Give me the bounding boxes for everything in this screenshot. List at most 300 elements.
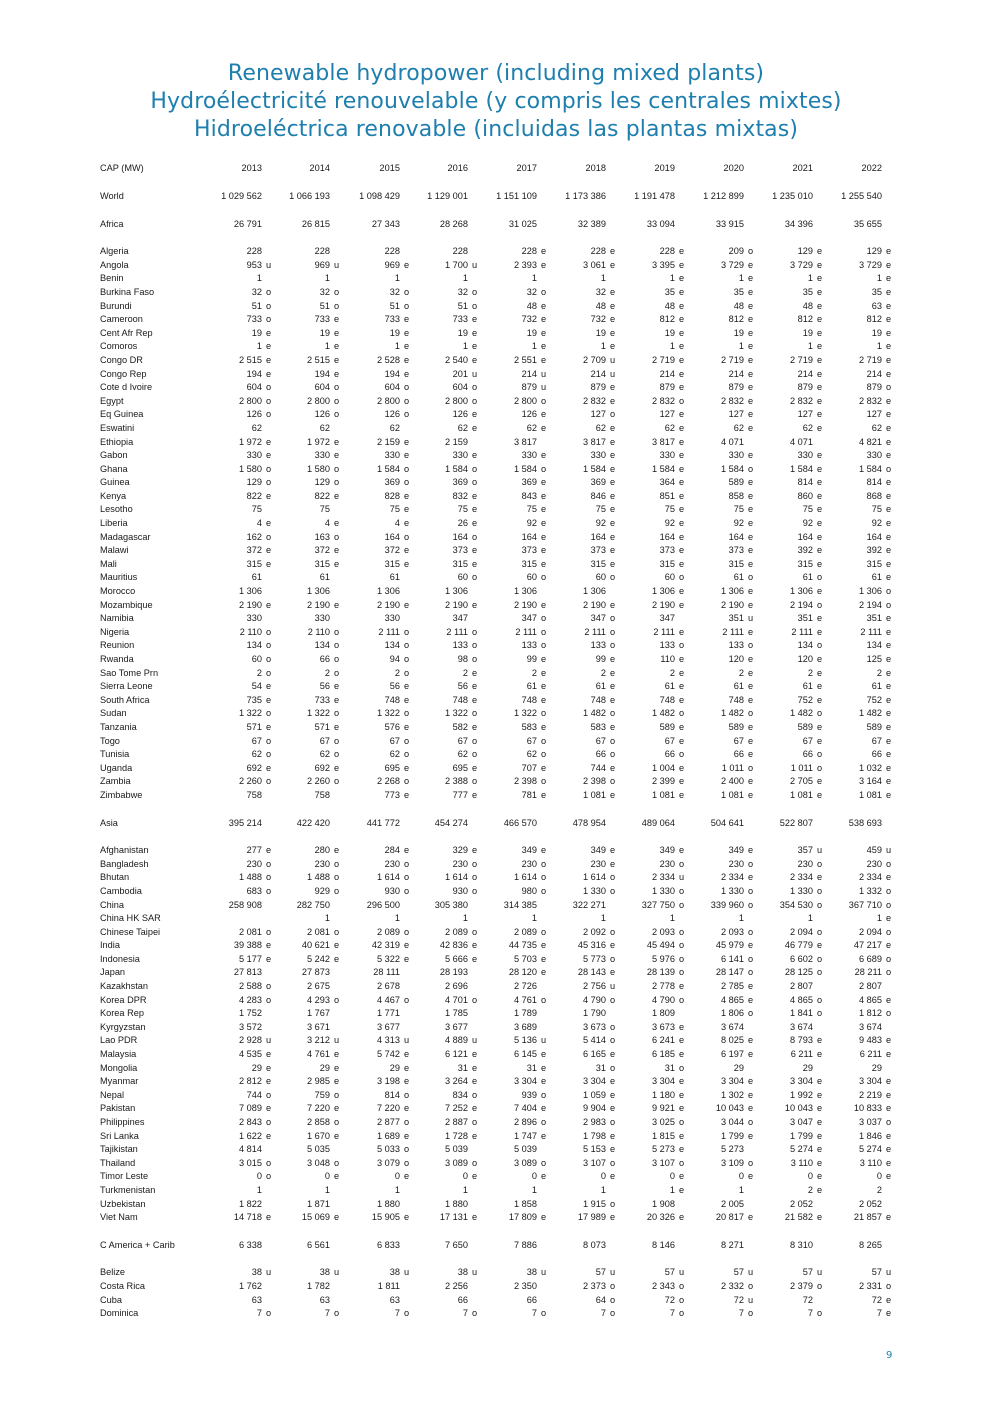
table-row [0,966,992,980]
flag-cell: o [472,531,478,542]
value-cell: 127 [590,409,606,420]
flag-cell: e [266,1130,272,1141]
flag-cell: u [472,368,478,379]
table-row [0,558,992,572]
value-cell: 72 [733,1294,744,1305]
value-cell: 695 [452,762,468,773]
flag-cell: o [817,858,823,869]
flag-cell: e [817,273,823,284]
flag-cell: e [541,940,547,951]
flag-cell: e [817,1076,823,1087]
flag-cell: e [679,327,685,338]
value-cell: 62 [802,422,813,433]
value-cell: 35 [871,286,882,297]
value-cell: 773 [384,789,400,800]
value-cell: 3 264 [445,1076,468,1087]
value-cell: 32 [526,286,537,297]
value-cell: 92 [871,518,882,529]
header-year: 2014 [309,163,330,173]
flag-cell: o [266,1117,272,1127]
flag-cell: e [748,1171,754,1182]
flag-cell: e [404,953,410,964]
value-cell: 2 726 [514,981,537,992]
flag-cell: o [266,640,272,651]
flag-cell: e [817,259,823,270]
row-spacer [0,1252,992,1266]
row-label: Namibia [100,613,134,624]
flag-cell: o [404,708,410,719]
flag-cell: e [266,599,272,610]
value-cell: 347 [521,613,537,624]
flag-cell: u [886,1267,892,1278]
flag-cell: e [404,694,410,705]
value-cell: 1 180 [652,1089,675,1100]
flag-cell: o [610,1035,616,1046]
value-cell: 576 [384,721,400,732]
flag-cell: e [817,477,823,488]
flag-cell: o [266,885,272,896]
value-cell: 8 793 [790,1035,813,1046]
flag-cell: e [679,694,685,705]
value-cell: 2 719 [859,354,882,365]
flag-cell: e [748,1103,754,1114]
flag-cell: e [541,422,547,433]
flag-cell: o [886,926,892,937]
flag-cell: o [334,749,340,760]
value-cell: 4 761 [514,994,537,1005]
value-cell: 2 812 [239,1076,262,1087]
value-cell: 1 [324,341,330,352]
flag-cell: o [610,1062,616,1073]
flag-cell: e [679,1076,685,1087]
flag-cell: e [266,1049,272,1060]
flag-cell: e [541,477,547,488]
value-cell: 62 [251,422,262,433]
flag-cell: e [541,1049,547,1060]
flag-cell: o [610,953,616,964]
value-cell: 1 306 [307,586,330,597]
flag-cell: e [748,1212,754,1223]
flag-cell: e [610,967,616,978]
value-cell: 6 833 [377,1239,400,1250]
value-cell: 2 089 [514,926,537,937]
flag-cell: e [266,721,272,732]
flag-cell: e [472,450,478,461]
value-cell: 4 821 [859,436,882,447]
flag-cell: e [817,341,823,352]
flag-cell: e [748,1076,754,1087]
value-cell: 589 [728,477,744,488]
flag-cell: e [748,749,754,760]
value-cell: 733 [452,314,468,325]
value-cell: 2 719 [721,354,744,365]
value-cell: 2 [876,667,882,678]
value-cell: 2 983 [583,1117,606,1127]
row-label: Nigeria [100,626,130,637]
flag-cell: e [266,545,272,556]
value-cell: 372 [314,545,330,556]
value-cell: 4 313 [377,1035,400,1046]
value-cell: 351 [728,613,744,624]
value-cell: 2 111 [515,626,537,637]
value-cell: 2 832 [583,395,606,406]
flag-cell: e [817,789,823,800]
flag-cell: o [334,463,340,474]
row-label: Timor Leste [100,1171,149,1182]
value-cell: 1 482 [652,708,675,719]
flag-cell: e [541,721,547,732]
flag-cell: e [334,681,340,692]
flag-cell: e [817,300,823,311]
flag-cell: e [817,1089,823,1100]
value-cell: 735 [246,694,262,705]
value-cell: 315 [246,558,262,569]
value-cell: 3 212 [307,1035,330,1046]
flag-cell: e [610,1089,616,1100]
flag-cell: e [886,626,892,637]
flag-cell: o [334,885,340,896]
table-row [0,762,992,776]
flag-cell: e [610,286,616,297]
value-cell: 373 [590,545,606,556]
flag-cell: o [817,749,823,760]
title-french: Hydroélectricité renouvelable (y compris les centrales mixtes) [150,89,842,114]
value-cell: 3 304 [652,1076,675,1087]
value-cell: 61 [802,572,813,583]
flag-cell: e [679,382,685,393]
value-cell: 2 332 [721,1280,744,1291]
flag-cell: e [472,558,478,569]
flag-cell: o [679,395,685,406]
table-row [0,599,992,613]
table-row [0,926,992,940]
flag-cell: e [748,586,754,597]
value-cell: 5 273 [652,1144,675,1155]
flag-cell: e [610,450,616,461]
flag-cell: e [610,300,616,311]
value-cell: 604 [246,382,262,393]
flag-cell: e [266,1062,272,1073]
flag-cell: e [679,1103,685,1114]
flag-cell: o [334,1308,340,1319]
value-cell: 4 814 [239,1144,262,1155]
value-cell: 2 858 [307,1117,330,1127]
value-cell: 1 482 [583,708,606,719]
value-cell: 7 220 [307,1103,330,1114]
flag-cell: e [748,681,754,692]
flag-cell: e [472,953,478,964]
flag-cell: o [541,640,547,651]
flag-cell: e [748,409,754,420]
value-cell: 4 790 [652,994,675,1005]
row-label: Asia [100,817,118,828]
row-label: Madagascar [100,531,151,542]
value-cell: 209 [728,246,744,257]
table-row [0,286,992,300]
flag-cell: u [748,613,754,624]
value-cell: 9 483 [859,1035,882,1046]
flag-cell: e [748,872,754,883]
row-label: Rwanda [100,654,134,664]
flag-cell: e [886,409,892,420]
value-cell: 2 [531,667,537,678]
flag-cell: e [886,314,892,325]
row-label: Sierra Leone [100,681,153,692]
value-cell: 339 960 [710,899,744,910]
flag-cell: e [679,558,685,569]
value-cell: 60 [595,572,606,583]
value-cell: 54 [251,681,262,692]
flag-cell: o [610,613,616,624]
table-row [0,327,992,341]
flag-cell: e [610,940,616,951]
value-cell: 57 [871,1267,882,1278]
value-cell: 454 274 [434,817,468,828]
flag-cell: e [817,1157,823,1168]
value-cell: 1 [462,1184,468,1195]
value-cell: 2 [394,667,400,678]
value-cell: 589 [728,721,744,732]
table-row [0,517,992,531]
value-cell: 1 799 [721,1130,744,1141]
value-cell: 7 404 [514,1103,537,1114]
flag-cell: e [472,1103,478,1114]
value-cell: 879 [728,382,744,393]
row-label: Korea DPR [100,994,147,1005]
flag-cell: o [472,395,478,406]
table-row [0,1211,992,1225]
value-cell: 45 316 [577,940,606,951]
flag-cell: e [748,789,754,800]
value-cell: 2 190 [239,599,262,610]
flag-cell: e [472,940,478,951]
value-cell: 14 718 [233,1212,262,1223]
flag-cell: e [748,545,754,556]
value-cell: 61 [664,681,675,692]
flag-cell: e [541,300,547,311]
flag-cell: e [541,681,547,692]
row-label: Dominica [100,1308,139,1319]
flag-cell: o [266,626,272,637]
value-cell: 1 689 [377,1130,400,1141]
value-cell: 10 833 [853,1103,882,1114]
value-cell: 2 800 [445,395,468,406]
flag-cell: e [334,1049,340,1060]
value-cell: 92 [595,518,606,529]
flag-cell: e [610,599,616,610]
value-cell: 27 343 [371,218,400,229]
value-cell: 1 584 [445,463,468,474]
flag-cell: e [610,1171,616,1182]
title-spanish: Hidroeléctrica renovable (incluidas las plantas mixtas) [193,117,798,142]
flag-cell: e [610,1076,616,1087]
flag-cell: e [886,422,892,433]
flag-cell: o [334,1089,340,1100]
flag-cell: o [266,395,272,406]
row-label: Thailand [100,1157,136,1168]
flag-cell: e [472,762,478,773]
row-label: Nepal [100,1089,125,1100]
flag-cell: e [679,450,685,461]
table-row [0,667,992,681]
flag-cell: o [472,749,478,760]
value-cell: 1 771 [377,1008,400,1019]
flag-cell: o [886,885,892,896]
value-cell: 2 785 [721,981,744,992]
table-row [0,653,992,667]
table-row [0,449,992,463]
row-label: Tunisia [100,749,130,760]
flag-cell: o [472,926,478,937]
flag-cell: e [886,1130,892,1141]
value-cell: 1 728 [445,1130,468,1141]
row-label: Sri Lanka [100,1130,139,1141]
value-cell: 48 [733,300,744,311]
flag-cell: e [886,1171,892,1182]
value-cell: 2 089 [445,926,468,937]
flag-cell: e [541,531,547,542]
flag-cell: e [334,953,340,964]
value-cell: 2 515 [239,354,262,365]
flag-cell: e [748,558,754,569]
flag-cell: e [334,354,340,365]
value-cell: 75 [871,504,882,515]
value-cell: 4 761 [307,1049,330,1060]
value-cell: 72 [871,1294,882,1305]
flag-cell: o [610,994,616,1005]
value-cell: 3 677 [445,1021,468,1032]
flag-cell: e [886,667,892,678]
value-cell: 315 [384,558,400,569]
value-cell: 604 [384,382,400,393]
value-cell: 163 [314,531,330,542]
flag-cell: o [748,463,754,474]
value-cell: 1 032 [859,762,882,773]
flag-cell: e [334,368,340,379]
table-row [0,694,992,708]
flag-cell: o [610,749,616,760]
value-cell: 62 [389,422,400,433]
value-cell: 17 131 [439,1212,468,1223]
flag-cell: o [748,1308,754,1319]
flag-cell: e [886,1035,892,1046]
row-label: Egypt [100,395,124,406]
value-cell: 32 [457,286,468,297]
table-row [0,1130,992,1144]
value-cell: 3 817 [514,436,537,447]
table-row [0,1143,992,1157]
value-cell: 1 066 193 [289,191,330,201]
flag-cell: e [404,1103,410,1114]
header-year: 2020 [723,163,744,173]
flag-cell: e [679,246,685,257]
flag-cell: o [817,967,823,978]
value-cell: 32 [251,286,262,297]
value-cell: 1 [324,273,330,284]
flag-cell: e [334,1212,340,1223]
value-cell: 583 [590,721,606,732]
value-cell: 707 [521,762,537,773]
table-row [0,340,992,354]
flag-cell: e [266,450,272,461]
value-cell: 133 [452,640,468,651]
value-cell: 1 081 [790,789,813,800]
value-cell: 2 331 [859,1280,882,1291]
value-cell: 3 674 [859,1021,882,1032]
value-cell: 522 807 [779,817,813,828]
value-cell: 5 039 [514,1144,537,1155]
flag-cell: e [817,450,823,461]
value-cell: 5 703 [514,953,537,964]
value-cell: 1 [738,341,744,352]
value-cell: 7 [394,1308,400,1319]
value-cell: 29 [871,1062,882,1073]
value-cell: 3 164 [859,776,882,787]
row-label: India [100,940,120,951]
table-row [0,313,992,327]
value-cell: 1 322 [514,708,537,719]
flag-cell: e [541,1212,547,1223]
value-cell: 92 [802,518,813,529]
flag-cell: e [334,1130,340,1141]
flag-cell: e [541,409,547,420]
value-cell: 2 [807,667,813,678]
flag-cell: e [817,613,823,624]
value-cell: 164 [590,531,606,542]
flag-cell: e [748,599,754,610]
value-cell: 3 110 [859,1157,882,1168]
value-cell: 1 [876,913,882,924]
flag-cell: o [334,667,340,678]
table-row [0,1280,992,1294]
flag-cell: o [679,1062,685,1073]
value-cell: 28 120 [508,967,537,978]
value-cell: 67 [664,735,675,746]
flag-cell: o [472,1308,478,1319]
value-cell: 733 [314,694,330,705]
value-cell: 748 [452,694,468,705]
flag-cell: e [679,1144,685,1155]
value-cell: 214 [866,368,882,379]
value-cell: 28 143 [577,967,606,978]
flag-cell: o [266,477,272,488]
value-cell: 75 [664,504,675,515]
value-cell: 15 905 [371,1212,400,1223]
table-row [0,1062,992,1076]
flag-cell: e [334,694,340,705]
flag-cell: e [404,940,410,951]
value-cell: 330 [314,613,330,624]
value-cell: 1 584 [859,463,882,474]
flag-cell: e [886,1212,892,1223]
value-cell: 31 [595,1062,606,1073]
value-cell: 1 235 010 [772,191,813,201]
flag-cell: o [679,1280,685,1291]
flag-cell: e [679,654,685,664]
flag-cell: e [679,1212,685,1223]
row-label: South Africa [100,694,150,705]
flag-cell: o [472,654,478,664]
header-year: 2018 [585,163,606,173]
value-cell: 1 622 [239,1130,262,1141]
value-cell: 1 670 [307,1130,330,1141]
value-cell: 56 [457,681,468,692]
flag-cell: o [266,708,272,719]
flag-cell: o [404,626,410,637]
flag-cell: o [541,872,547,883]
value-cell: 349 [728,845,744,856]
value-cell: 781 [521,789,537,800]
